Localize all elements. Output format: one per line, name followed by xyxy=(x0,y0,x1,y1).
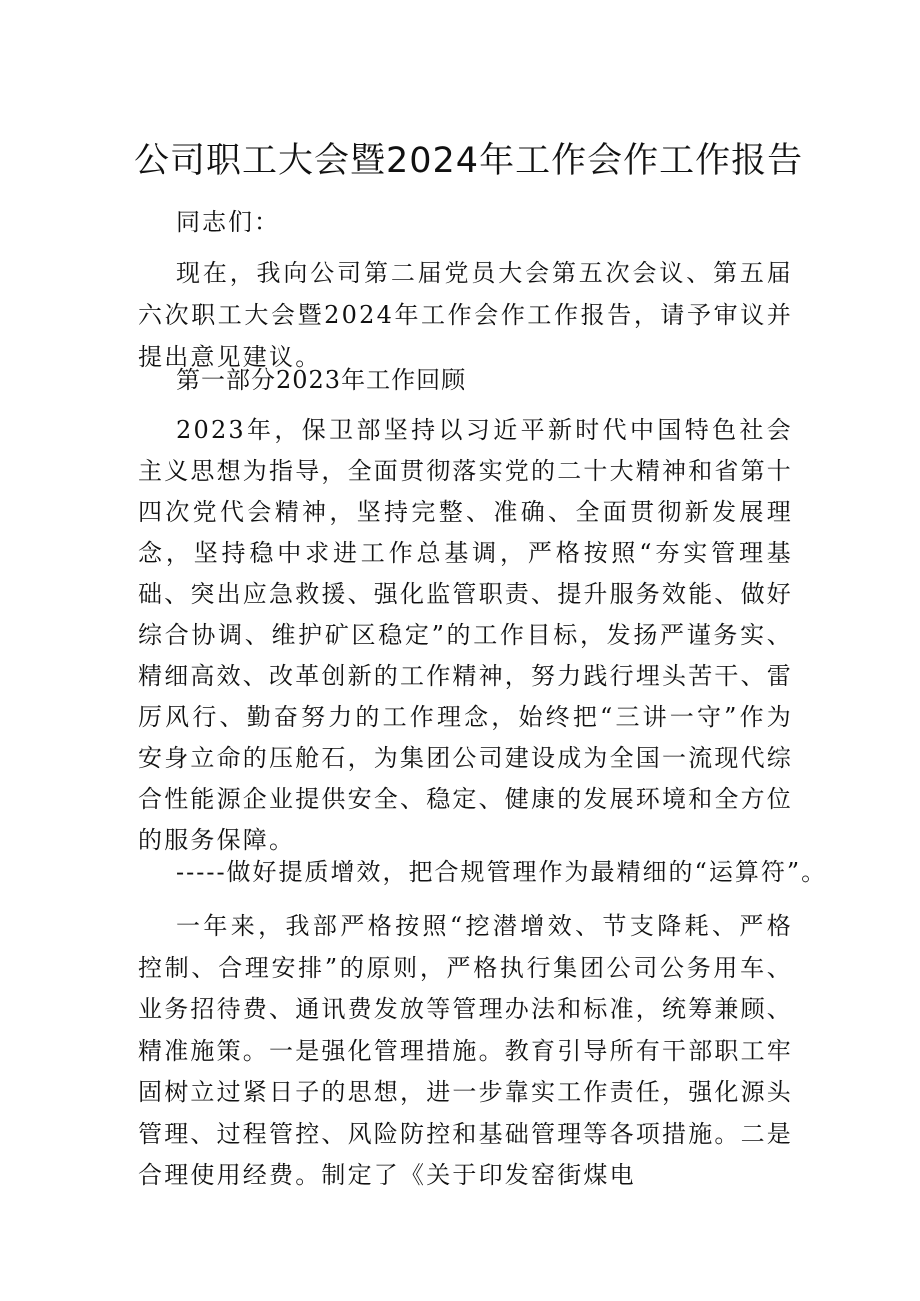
intro-paragraph: 现在，我向公司第二届党员大会第五次会议、第五届六次职工大会暨2024年工作会作工作报告，请予审议并提出意见建议。 xyxy=(138,259,793,371)
section-heading: 第一部分2023年工作回顾 xyxy=(176,366,467,394)
greeting: 同志们： xyxy=(176,208,280,236)
body-paragraph: 一年来，我部严格按照“挖潜增效、节支降耗、严格控制、合理安排”的原则，严格执行集团公司公务用车、业务招待费、通讯费发放等管理办法和标准，统筹兼顾、精准施策。一是强化管理措施。教育引导所有干部职工牢固树立过紧日子的思想，进一步靠实工作责任，强化源头管理、过程管控、风险防控和基础管理等各项措施。二是合理使用经费。制定了《关于印发窑街煤电 xyxy=(138,912,793,1189)
review-paragraph: 2023年，保卫部坚持以习近平新时代中国特色社会主义思想为指导，全面贯彻落实党的二十大精神和省第十四次党代会精神，坚持完整、准确、全面贯彻新发展理念，坚持稳中求进工作总基调，严格按照“夯实管理基础、突出应急救援、强化监管职责、提升服务效能、做好综合协调、维护矿区稳定”的工作目标，发扬严谨务实、精细高效、改革创新的工作精神，努力践行埋头苦干、雷厉风行、勤奋努力的工作理念，始终把“三讲一守”作为安身立命的压舱石，为集团公司建设成为全国一流现代综合性能源企业提供安全、稳定、健康的发展环境和全方位的服务保障。 xyxy=(138,416,793,854)
subheading: -----做好提质增效，把合规管理作为最精细的“运算符”。 xyxy=(176,858,828,886)
document-title: 公司职工大会暨2024年工作会作工作报告 xyxy=(134,141,804,181)
